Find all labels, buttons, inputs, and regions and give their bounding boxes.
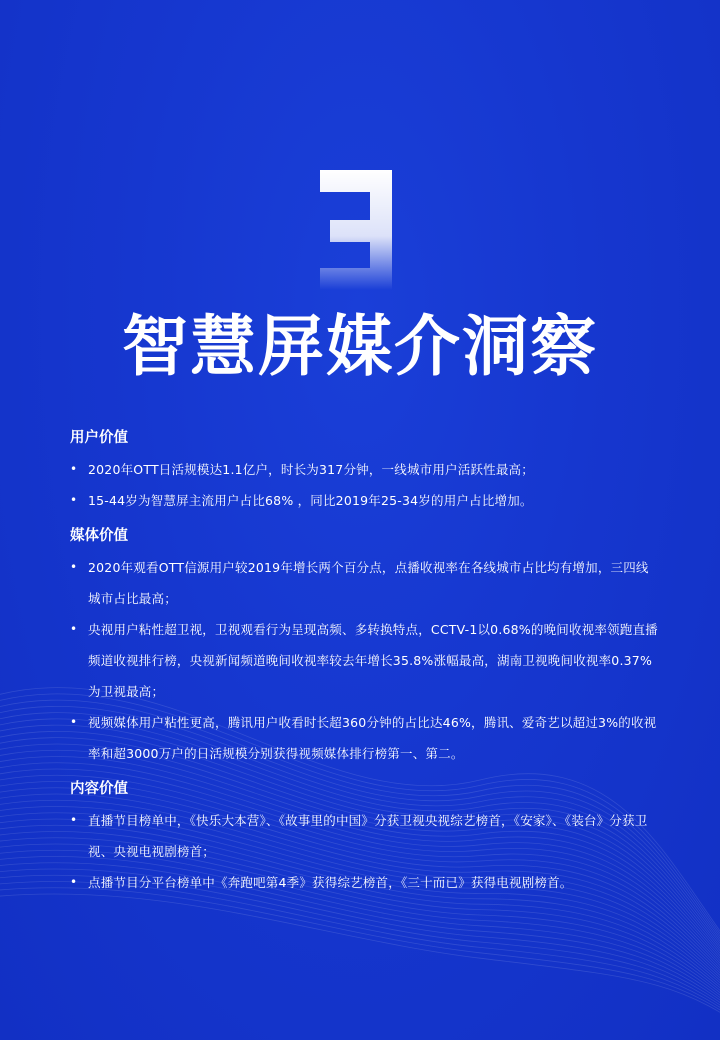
- bullet-item: • 2020年观看OTT信源用户较2019年增长两个百分点，点播收视率在各线城市占比均有增加，三四线城市占比最高；: [70, 552, 660, 614]
- bullet-item: • 2020年OTT日活规模达1.1亿户，时长为317分钟，一线城市用户活跃性最高；: [70, 454, 660, 485]
- section-user-value: [70, 428, 660, 516]
- section-media-value: [70, 526, 660, 769]
- bullet-item: • 视频媒体用户粘性更高，腾讯用户收看时长超360分钟的占比达46%，腾讯、爱奇艺以超过3%的收视率和超3000万户的日活规模分别获得视频媒体排行榜第一、第二。: [70, 707, 660, 769]
- section-content-value: [70, 779, 660, 898]
- bullet-item: • 15-44岁为智慧屏主流用户占比68% ，同比2019年25-34岁的用户占比增加。: [70, 485, 660, 516]
- wave-line: [0, 888, 720, 1038]
- bullet-item: • 点播节目分平台榜单中《奔跑吧第4季》获得综艺榜首，《三十而已》获得电视剧榜首。: [70, 867, 660, 898]
- content-body: [70, 428, 660, 908]
- bullet-item: • 央视用户粘性超卫视，卫视观看行为呈现高频、多转换特点，CCTV-1以0.68%的晚间收视率领跑直播频道收视排行榜，央视新闻频道晚间收视率较去年增长35.8%涨幅最高，湖南卫视晚间收视率0.37%为卫视最高；: [70, 614, 660, 707]
- section-heading: 内容价值: [70, 781, 128, 797]
- chapter-title: 智慧屏媒介洞察: [122, 308, 598, 385]
- section-heading: 用户价值: [70, 430, 128, 446]
- chapter-number: [0, 150, 720, 300]
- wave-line: [0, 894, 720, 1040]
- bullet-item: • 直播节目榜单中，《快乐大本营》、《故事里的中国》分获卫视央视综艺榜首，《安家》、《装台》分获卫视、央视电视剧榜首；: [70, 805, 660, 867]
- section-heading: 媒体价值: [70, 528, 128, 544]
